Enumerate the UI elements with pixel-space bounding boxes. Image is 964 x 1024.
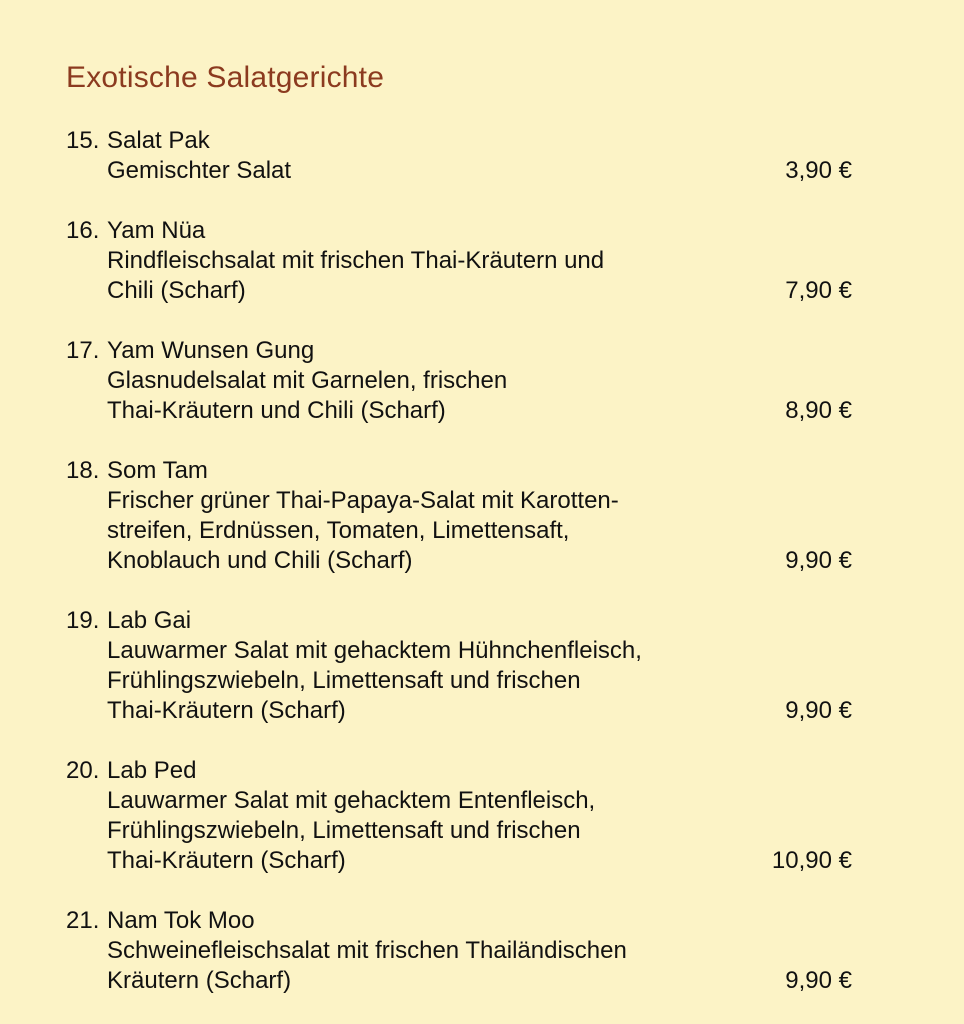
menu-item-description-line: Chili (Scharf): [107, 277, 246, 304]
menu-item-price: 9,90 €: [785, 967, 852, 994]
menu-item-description-line: Frischer grüner Thai-Papaya-Salat mit Karotten-: [107, 487, 619, 514]
menu-item-name: Lab Ped: [107, 757, 197, 784]
section-title: Exotische Salatgerichte: [66, 61, 385, 94]
menu-item-price: 8,90 €: [785, 397, 852, 424]
menu-item-description-line: streifen, Erdnüssen, Tomaten, Limettensaft,: [107, 517, 570, 544]
menu-item-description-line: Thai-Kräutern (Scharf): [107, 697, 346, 724]
menu-item-price: 7,90 €: [785, 277, 852, 304]
menu-item-name: Som Tam: [107, 457, 208, 484]
menu-item-description-line: Frühlingszwiebeln, Limettensaft und frischen: [107, 667, 581, 694]
menu-item-price: 9,90 €: [785, 547, 852, 574]
menu-item-price: 3,90 €: [785, 157, 852, 184]
menu-item-description-line: Knoblauch und Chili (Scharf): [107, 547, 413, 574]
menu-item-name: Lab Gai: [107, 607, 192, 634]
menu-item-description-line: Rindfleischsalat mit frischen Thai-Kräutern und: [107, 247, 605, 274]
menu-item-number: 20.: [66, 757, 100, 784]
menu-item-name: Nam Tok Moo: [107, 907, 255, 934]
menu-item-number: 16.: [66, 217, 100, 244]
menu-item-description-line: Lauwarmer Salat mit gehacktem Hühnchenfleisch,: [107, 637, 642, 664]
menu-item-name: Yam Wunsen Gung: [107, 337, 315, 364]
menu-item-description-line: Frühlingszwiebeln, Limettensaft und frischen: [107, 817, 581, 844]
menu-item-name: Yam Nüa: [107, 217, 206, 244]
menu-item-description-line: Thai-Kräutern und Chili (Scharf): [107, 397, 446, 424]
menu-item-number: 18.: [66, 457, 100, 484]
menu-item-description-line: Glasnudelsalat mit Garnelen, frischen: [107, 367, 508, 394]
menu-item-price: 10,90 €: [771, 847, 852, 874]
menu-item-price: 9,90 €: [785, 697, 852, 724]
menu-item-description-line: Kräutern (Scharf): [107, 967, 292, 994]
menu-item-description-line: Schweinefleischsalat mit frischen Thailändischen: [107, 937, 627, 964]
menu-item-number: 15.: [66, 127, 100, 154]
menu-item-description-line: Lauwarmer Salat mit gehacktem Entenfleisch,: [107, 787, 596, 814]
menu-item-description-line: Thai-Kräutern (Scharf): [107, 847, 346, 874]
menu-item-number: 19.: [66, 607, 100, 634]
menu-item-description-line: Gemischter Salat: [107, 157, 292, 184]
menu-item-name: Salat Pak: [107, 127, 210, 154]
menu-item-number: 21.: [66, 907, 100, 934]
menu-item-number: 17.: [66, 337, 100, 364]
